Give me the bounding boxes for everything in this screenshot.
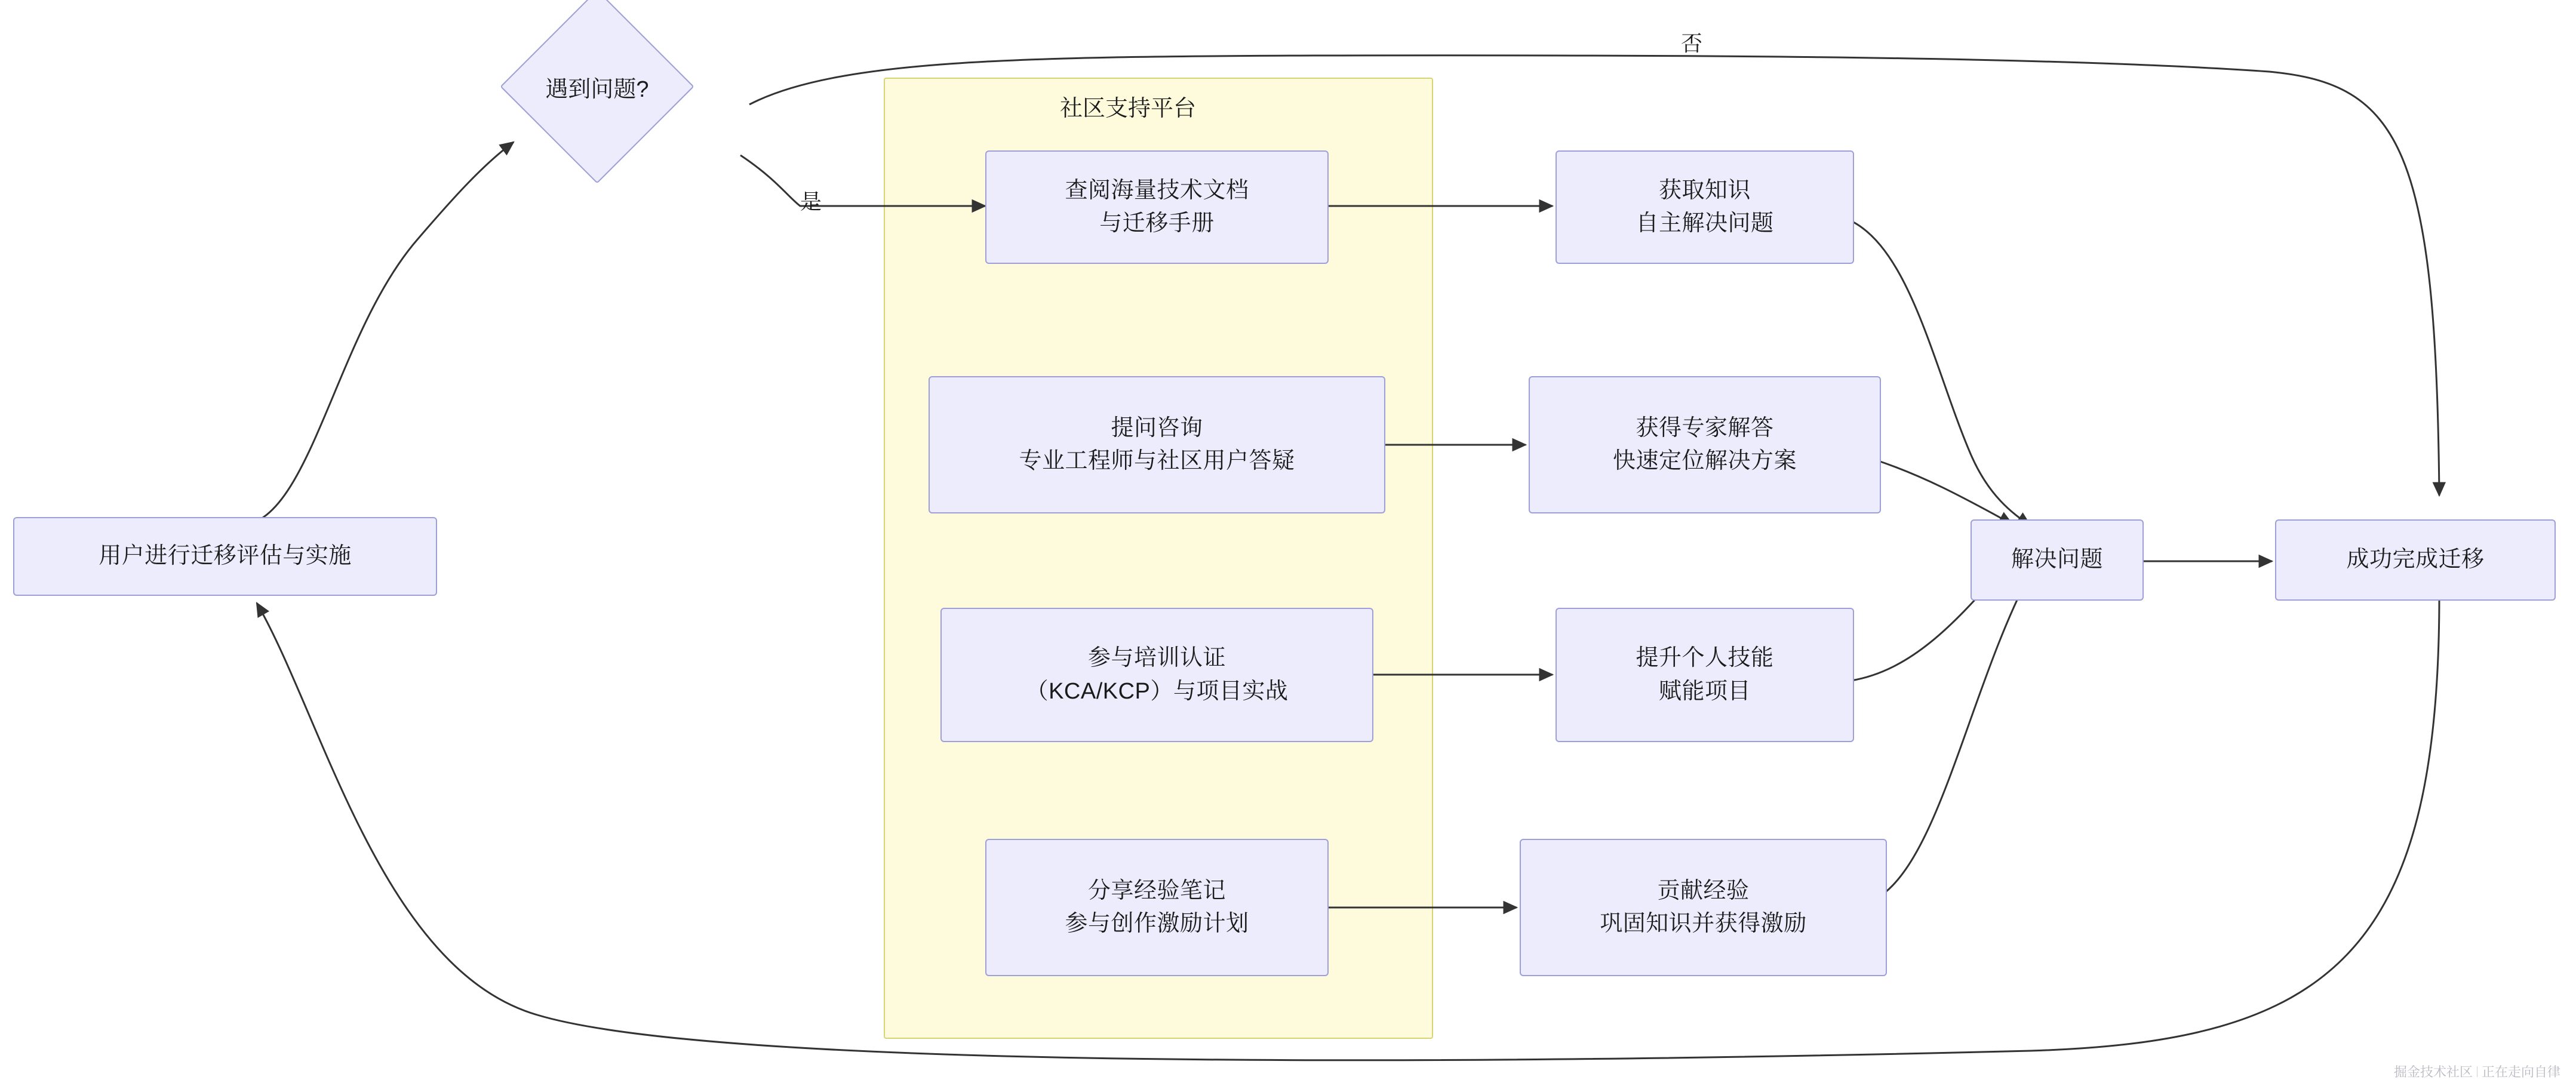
node-output-docs-line-1: 自主解决问题 — [1636, 211, 1774, 236]
node-share-line-0: 分享经验笔记 — [1087, 878, 1226, 903]
node-start[interactable] — [13, 517, 437, 596]
edge-label-yes: 是 — [800, 189, 822, 214]
node-share-line-1: 参与创作激励计划 — [1065, 911, 1249, 936]
node-output-train[interactable] — [1556, 608, 1854, 742]
node-output-share-line-1: 巩固知识并获得激励 — [1600, 911, 1807, 936]
node-train[interactable] — [940, 608, 1373, 742]
node-output-ask-line-0: 获得专家解答 — [1636, 415, 1774, 441]
node-docs-line-0: 查阅海量技术文档 — [1065, 177, 1249, 203]
node-output-share[interactable] — [1520, 839, 1887, 976]
node-decision-label: 遇到问题? — [545, 76, 649, 102]
node-solved[interactable] — [1971, 519, 2144, 601]
node-docs-line-1: 与迁移手册 — [1099, 211, 1215, 236]
node-docs[interactable] — [985, 150, 1329, 264]
watermark — [2394, 1062, 2560, 1081]
node-output-docs-line-0: 获取知识 — [1658, 177, 1751, 203]
group-title-label: 社区支持平台 — [1060, 96, 1197, 121]
node-output-share-line-0: 贡献经验 — [1657, 878, 1750, 903]
watermark-author: 正在走向自律 — [2481, 1065, 2560, 1079]
node-share[interactable] — [985, 839, 1329, 976]
watermark-site: 掘金技术社区 — [2393, 1065, 2473, 1079]
node-output-docs[interactable] — [1556, 150, 1854, 264]
edge-label-no: 否 — [1681, 31, 1703, 56]
node-start-line-0: 用户进行迁移评估与实施 — [99, 543, 352, 569]
node-ask[interactable] — [929, 376, 1385, 513]
node-solved-line-0: 解决问题 — [2011, 547, 2103, 573]
node-output-ask-line-1: 快速定位解决方案 — [1612, 448, 1797, 473]
node-output-ask[interactable] — [1529, 376, 1881, 513]
node-train-line-1: （KCA/KCP）与项目实战 — [1025, 678, 1289, 704]
node-output-train-line-0: 提升个人技能 — [1636, 645, 1774, 671]
node-train-line-0: 参与培训认证 — [1087, 645, 1226, 671]
node-finish[interactable] — [2275, 519, 2556, 601]
node-decision[interactable] — [528, 18, 666, 155]
node-output-train-line-1: 赋能项目 — [1658, 678, 1751, 704]
node-ask-line-0: 提问咨询 — [1111, 415, 1203, 441]
node-ask-line-1: 专业工程师与社区用户答疑 — [1019, 448, 1295, 473]
node-finish-line-0: 成功完成迁移 — [2346, 547, 2485, 573]
